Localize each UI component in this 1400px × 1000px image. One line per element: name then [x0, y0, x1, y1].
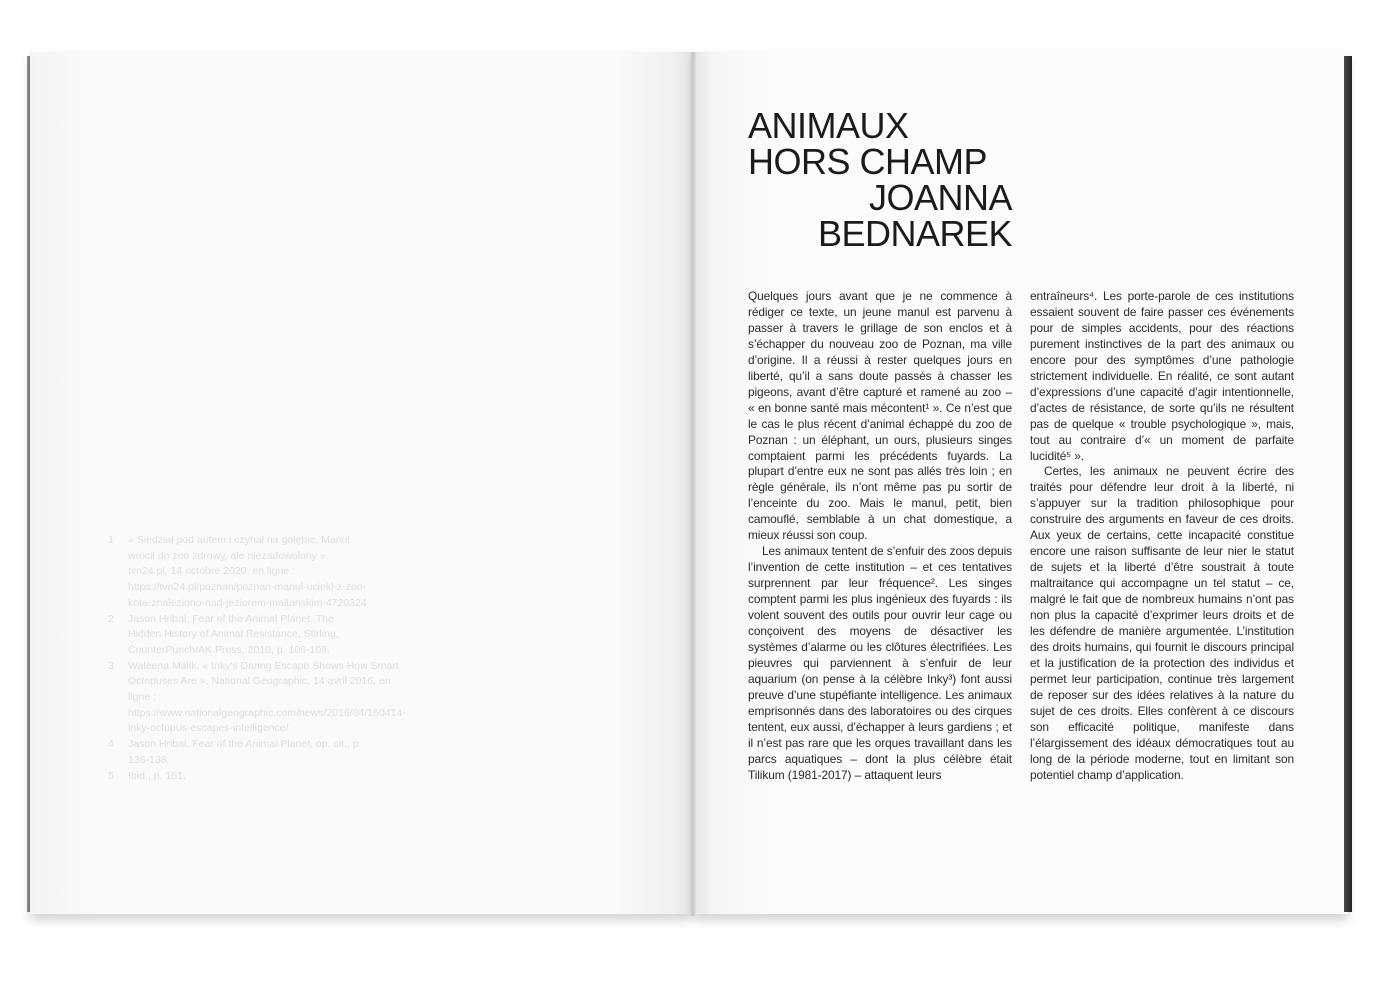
footnote-number: 2: [108, 612, 114, 625]
footnote-text: Jason Hribal, Fear of the Animal Planet, op. cit., p. 136-138.: [128, 738, 362, 766]
author-name-line: JOANNA: [868, 177, 1012, 218]
footnote: [108, 612, 370, 659]
body-paragraph: Certes, les animaux ne peuvent écrire des traités pour défendre leur droit à la liberté, ni s’appuyer sur la tradition philosophique pour construire des arguments en faveur de ces droits. Aux yeux de certains, cette incapacité constitue encore une raison suffisante de leur nier le statut de sujets et la liberté d’être soustrait à toute maltraitance qui accompagne un tel statut – ce, malgré le fait que de nombreux humains n’ont pas non plus la capacité d’exprimer leurs droits et de les défendre de manière argumentée. L’institution des droits humains, qui fournit le discours principal et la justification de la protection des individus et permet leur participation, continue très largement de reposer sur des idées relatives à la nature du sujet de ces droits. Elles confèrent à ce discours son efficacité politique, manifeste dans l’élargissement des idéaux démocratiques tout au long de la période moderne, tout en limitant son potentiel champ d’application.: [1030, 464, 1294, 782]
body-paragraph: entraîneurs⁴. Les porte-parole de ces institutions essaient souvent de faire passer ces événements pour de simples accidents, pour des réactions purement instinctives de la part des animaux ou encore pour des symptômes d’une pathologie strictement individuelle. En réalité, ce sont autant d’expressions d’une capacité d’agir intentionnelle, d’actes de résistance, de sorte qu’ils ne résultent pas de quelque « trouble psychologique », mais, tout au contraire d’« un moment de parfaite lucidité⁵ ».: [1030, 289, 1294, 463]
text-column-1: [748, 289, 1012, 784]
footnote: [108, 533, 370, 612]
footnotes: [108, 533, 406, 784]
footnote-text: « Siedział pod autem i czyhał na gołębie. Manul wrócił do zoo zdrowy, ale niezadowolony », tvn24.pl, 14 octobre 2020, en ligne : https://tvn24.pl/poznan/poznan-manul-uciekl-z-zoo-kota-znaleziono-nad-jeziorem-maltanskim-4720324: [128, 534, 367, 609]
left-page: [30, 52, 692, 914]
body-paragraph: Les animaux tentent de s’enfuir des zoos depuis l’invention de cette institution – et ces tentatives surprennent par leur fréquence². Les singes comptent parmi les plus ingénieux des fuyards : ils volent souvent des outils pour ouvrir leur cage ou conçoivent des moyens de désactiver les systèmes d’alarme ou les clôtures électrifiées. Les pieuvres qui parviennent à s’enfuir de leur aquarium (on pense à la célèbre Inky³) font aussi preuve d’une stupéfiante intelligence. Les animaux emprisonnés dans des laboratoires ou des cirques tentent, eux aussi, d’échapper à leurs gardiens ; et il n’est pas rare que les orques travaillant dans les parcs aquatiques – dont la plus célèbre était Tilikum (1981-2017) – attaquent leurs: [748, 544, 1012, 782]
book-gutter: [690, 52, 696, 916]
footnote-text: Ibid., p. 151.: [128, 769, 186, 782]
footnote-number: 3: [108, 659, 114, 672]
footnote-number: 1: [108, 534, 114, 546]
footnote: [108, 769, 370, 785]
footnote-text: Jason Hribal, Fear of the Animal Planet. The Hidden History of Animal Resistance, Stirling, CounterPunch/AK Press, 2010, p. 106-108.: [128, 612, 339, 656]
article-heading: [748, 105, 1012, 254]
footnote-number: 5: [108, 769, 114, 782]
footnote-number: 4: [108, 738, 114, 751]
text-column-2: [1030, 289, 1294, 784]
article-title-line: ANIMAUX: [748, 105, 909, 146]
footnote: [108, 737, 370, 768]
footnote: [108, 659, 406, 738]
right-page-edge: [1344, 56, 1352, 912]
footnote-text: Waleena Mallk, « Inky's Daring Escape Shows How Smart Octopuses Are », National Geographic, 14 avril 2016, en ligne : https://www.nationalgeographic.com/news/2016/04/160414-inky-octopus-escapes-intelligence/: [128, 659, 406, 735]
body-paragraph: Quelques jours avant que je ne commence à rédiger ce texte, un jeune manul est parvenu à passer à travers le grillage de son enclos et à s’échapper du nouveau zoo de Poznan, ma ville d’origine. Il a réussi à rester quelques jours en liberté, qu’il a sans doute passés à chasser les pigeons, avant d’être capturé et ramené au zoo – « en bonne santé mais mécontent¹ ». Ce n’est que le cas le plus récent d’animal échappé du zoo de Poznan : un éléphant, un ours, plusieurs singes comptaient parmi les précédents fuyards. La plupart d’entre eux ne sont pas allés très loin ; en règle générale, ils n’ont même pas pu sortir de l’enceinte du zoo. Mais le manul, petit, bien camouflé, semblable à un chat domestique, a mieux réussi son coup.: [748, 289, 1012, 543]
article-title-line: HORS CHAMP: [748, 141, 988, 182]
author-name-line: BEDNAREK: [817, 213, 1012, 254]
